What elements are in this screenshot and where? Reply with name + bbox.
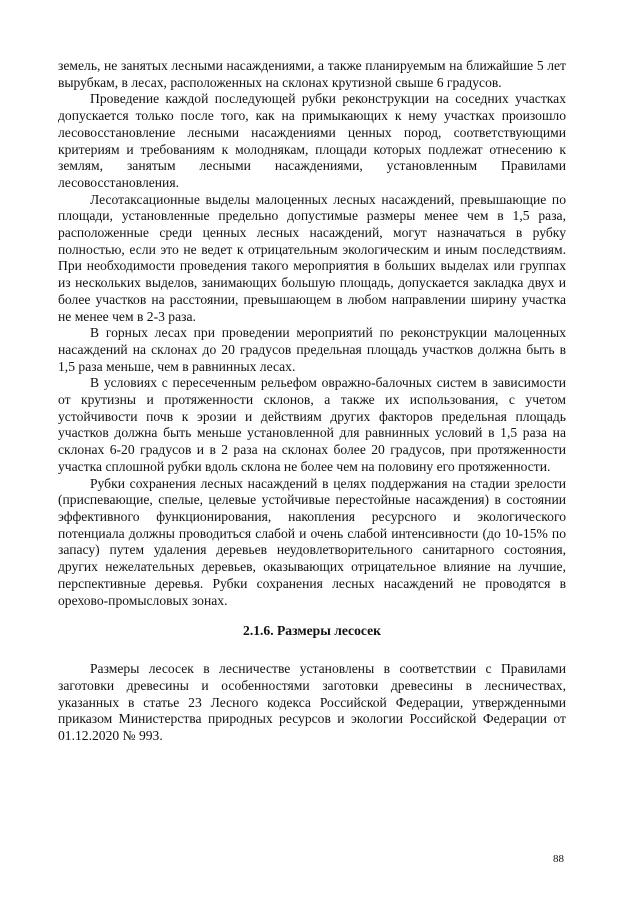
paragraph-reconstruction-sequence: Проведение каждой последующей рубки реконструкции на соседних участках допускается только после того, как на примыкающих к нему участках произошло лесовосстановление лесными насаждениями ценных пород, соответствующими критериям и требованиям к молоднякам, площади которых подлежат отнесению к землям, занятым лесными насаждениями, установленным Правилами лесовосстановления. [58,91,566,190]
paragraph-mountain-forests: В горных лесах при проведении мероприятий по реконструкции малоценных насаждений на склонах до 20 градусов предельная площадь участков должна быть в 1,5 раза меньше, чем в равнинных лесах. [58,325,566,374]
section-heading: 2.1.6. Размеры лесосек [243,623,381,639]
page-number: 88 [553,853,564,865]
paragraph-low-value-plots: Лесотаксационные выделы малоценных лесных насаждений, превышающие по площади, установленные предельно допустимые размеры менее чем в 1,5 раза, расположенные среди ценных лесных насаждений, могут назначаться в рубку полностью, если это не ведет к отрицательным экологическим и иным последствиям. При необходимости проведения такого мероприятия в больших выделах или группах из нескольких выделов, занимающих большую площадь, допускается закладка двух и более участков на расстоянии, превышающем в любом направлении ширину участка не менее чем в 2-3 раза. [58,191,566,324]
paragraph-ravine-relief: В условиях с пересеченным рельефом овражно-балочных систем в зависимости от крутизны и протяженности склонов, а также их использования, с учетом устойчивости почв к эрозии и действиям других факторов предельная площадь участков должна быть меньше установленной для равнинных условий в 1,5 раза на склонах 6-20 градусов и в 2 раза на склонах более 20 градусов, при протяженности участка сплошной рубки вдоль склона не более чем на половину его протяженности. [58,375,566,474]
document-page [58,58,566,745]
paragraph-cutting-area-sizes: Размеры лесосек в лесничестве установлены в соответствии с Правилами заготовки древесины и особенностями заготовки древесины в лесничествах, указанных в статье 23 Лесного кодекса Российской Федерации, утвержденными приказом Министерства природных ресурсов и экологии Российской Федерации от 01.12.2020 № 993. [58,661,566,744]
paragraph-continued: земель, не занятых лесными насаждениями, а также планируемым на ближайшие 5 лет вырубкам, в лесах, расположенных на склонах крутизной свыше 6 градусов. [58,58,566,90]
paragraph-conservation-cuttings: Рубки сохранения лесных насаждений в целях поддержания на стадии зрелости (приспевающие, спелые, целевые устойчивые перестойные насаждения) в состоянии эффективного функционирования, накопления ресурсного и экологического потенциала должны проводиться слабой и очень слабой интенсивности (до 10-15% по запасу) путем удаления деревьев неудовлетворительного санитарного состояния, других нежелательных деревьев, оказывающих отрицательное влияние на лучшие, перспективные деревья. Рубки сохранения лесных насаждений не проводятся в орехово-промысловых зонах. [58,475,566,608]
